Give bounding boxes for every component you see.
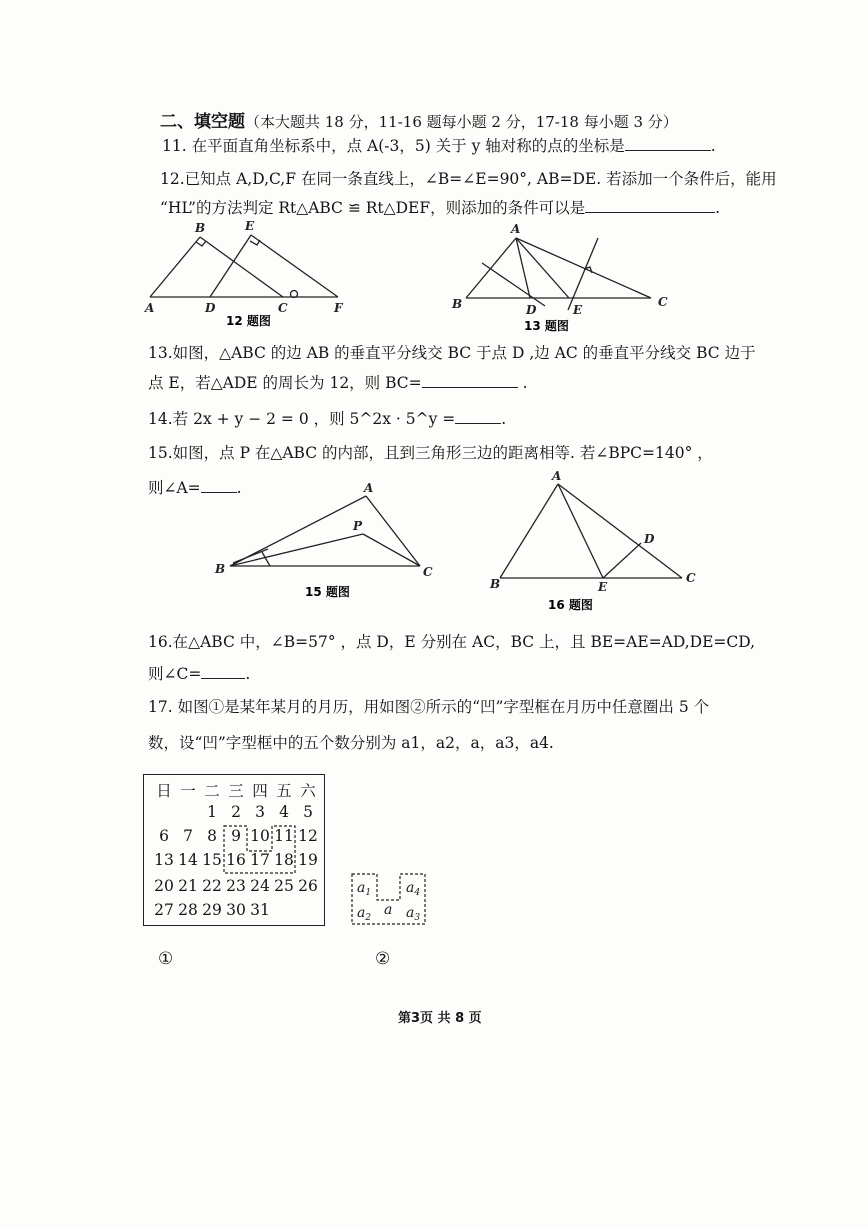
calendar-day: 19 bbox=[298, 851, 318, 869]
calendar-day: 25 bbox=[274, 877, 294, 895]
calendar-day: 12 bbox=[298, 827, 318, 845]
question-16-line2: 则∠C= . bbox=[148, 665, 251, 683]
question-17-line2: 数，设“凹”字型框中的五个数分别为 a1，a2，a，a3，a4. bbox=[148, 734, 554, 752]
calendar-day: 8 bbox=[207, 827, 217, 845]
figure-label-2: ② bbox=[375, 949, 391, 969]
question-13-line2: 点 E，若△ADE 的周长为 12，则 BC= . bbox=[148, 374, 528, 392]
frame-cell-a4: $a_4$ bbox=[406, 880, 421, 898]
question-15-line1: 15.如图，点 P 在△ABC 的内部，且到三角形三边的距离相等. 若∠BPC=140° ， bbox=[148, 444, 713, 462]
section-note: （本大题共 18 分，11-16 题每小题 2 分，17-18 每小题 3 分） bbox=[245, 113, 678, 131]
section-title: 二、填空题 bbox=[160, 112, 245, 132]
fig15-label-c: C bbox=[423, 565, 433, 579]
calendar-day: 27 bbox=[154, 901, 174, 919]
frame-cell-a: a bbox=[384, 902, 393, 918]
fig13-label-e: E bbox=[573, 303, 583, 317]
calendar-day: 22 bbox=[202, 877, 222, 895]
fig15-label-p: P bbox=[353, 519, 363, 533]
calendar-day: 18 bbox=[274, 851, 294, 869]
fig13-label-d: D bbox=[526, 303, 537, 317]
fig13-caption: 13 题图 bbox=[524, 319, 569, 333]
fig16-label-d: D bbox=[644, 532, 655, 546]
fig12-label-a: A bbox=[145, 301, 155, 315]
calendar-day: 29 bbox=[202, 901, 222, 919]
calendar-day: 21 bbox=[178, 877, 198, 895]
question-11: 11. 在平面直角坐标系中，点 A(-3，5) 关于 y 轴对称的点的坐标是 . bbox=[162, 137, 716, 155]
fig13-label-c: C bbox=[658, 295, 668, 309]
fig15-caption: 15 题图 bbox=[305, 585, 350, 599]
calendar-header-cell: 四 bbox=[252, 782, 268, 800]
fig15-label-b: B bbox=[215, 562, 226, 576]
question-11-text: 11. 在平面直角坐标系中，点 A(-3，5) 关于 y 轴对称的点的坐标是 bbox=[162, 137, 625, 155]
calendar-day: 28 bbox=[178, 901, 198, 919]
question-12-line1: 12.已知点 A,D,C,F 在同一条直线上，∠B=∠E=90°, AB=DE. 若添加一个条件后，能用 bbox=[160, 170, 777, 188]
calendar-day: 2 bbox=[231, 803, 241, 821]
fig16-label-e: E bbox=[598, 580, 608, 594]
calendar-day: 6 bbox=[159, 827, 169, 845]
calendar-day: 20 bbox=[154, 877, 174, 895]
question-17-line1: 17. 如图①是某年某月的月历，用如图②所示的“凹”字型框在月历中任意圈出 5 个 bbox=[148, 698, 710, 716]
question-16-line1: 16.在△ABC 中，∠B=57° ，点 D，E 分别在 AC，BC 上，且 BE=AE=AD,DE=CD, bbox=[148, 633, 756, 651]
calendar-day: 3 bbox=[255, 803, 265, 821]
question-12-line2: “HL”的方法判定 Rt△ABC ≌ Rt△DEF，则添加的条件可以是 . bbox=[160, 199, 721, 217]
fig15-label-a: A bbox=[364, 481, 374, 495]
calendar-header-cell: 日 bbox=[156, 782, 172, 800]
calendar-day: 15 bbox=[202, 851, 222, 869]
frame-cell-a2: $a_2$ bbox=[357, 905, 372, 923]
page-footer: 第3页 共 8 页 bbox=[398, 1011, 482, 1026]
calendar-day: 9 bbox=[231, 827, 241, 845]
calendar-header-cell: 三 bbox=[228, 782, 244, 800]
calendar-header-cell: 二 bbox=[204, 782, 220, 800]
question-13-line1: 13.如图，△ABC 的边 AB 的垂直平分线交 BC 于点 D ,边 AC 的垂直平分线交 BC 边于 bbox=[148, 344, 756, 362]
frame-cell-a3: $a_3$ bbox=[406, 905, 421, 923]
fig13-label-b: B bbox=[452, 297, 463, 311]
fig13-label-a: A bbox=[511, 222, 521, 236]
calendar-day: 30 bbox=[226, 901, 246, 919]
calendar-header-cell: 一 bbox=[180, 782, 196, 800]
calendar-day: 14 bbox=[178, 851, 198, 869]
calendar-header-cell: 六 bbox=[300, 782, 316, 800]
calendar-day: 5 bbox=[303, 803, 313, 821]
fig12-label-b: B bbox=[195, 221, 206, 235]
figure-label-1: ① bbox=[158, 949, 174, 969]
calendar-day: 23 bbox=[226, 877, 246, 895]
calendar-day: 16 bbox=[226, 851, 246, 869]
frame-cell-a1: $a_1$ bbox=[357, 880, 372, 898]
calendar-day: 10 bbox=[250, 827, 270, 845]
calendar-day: 31 bbox=[250, 901, 270, 919]
calendar-day: 13 bbox=[154, 851, 174, 869]
fig16-caption: 16 题图 bbox=[548, 598, 593, 612]
fig16-label-b: B bbox=[490, 577, 501, 591]
calendar-day: 24 bbox=[250, 877, 270, 895]
fig16-label-c: C bbox=[686, 571, 696, 585]
fig12-label-c: C bbox=[278, 301, 288, 315]
calendar-day: 17 bbox=[250, 851, 270, 869]
calendar-day: 7 bbox=[183, 827, 193, 845]
fig12-label-d: D bbox=[205, 301, 216, 315]
question-14: 14.若 2x + y − 2 = 0 ，则 5^2x · 5^y = . bbox=[148, 410, 507, 428]
fig16-label-a: A bbox=[552, 469, 562, 483]
calendar-day: 1 bbox=[207, 803, 217, 821]
question-15-line2: 则∠A= . bbox=[148, 479, 242, 497]
fig12-caption: 12 题图 bbox=[226, 314, 271, 328]
calendar-header-cell: 五 bbox=[276, 782, 292, 800]
calendar-day: 11 bbox=[274, 827, 294, 845]
fig12-label-e: E bbox=[245, 219, 255, 233]
fig12-label-f: F bbox=[334, 301, 343, 315]
calendar-day: 26 bbox=[298, 877, 318, 895]
calendar-day: 4 bbox=[279, 803, 289, 821]
question-14-text: 14.若 2x + y − 2 = 0 ，则 5^2x · 5^y = bbox=[148, 410, 456, 428]
